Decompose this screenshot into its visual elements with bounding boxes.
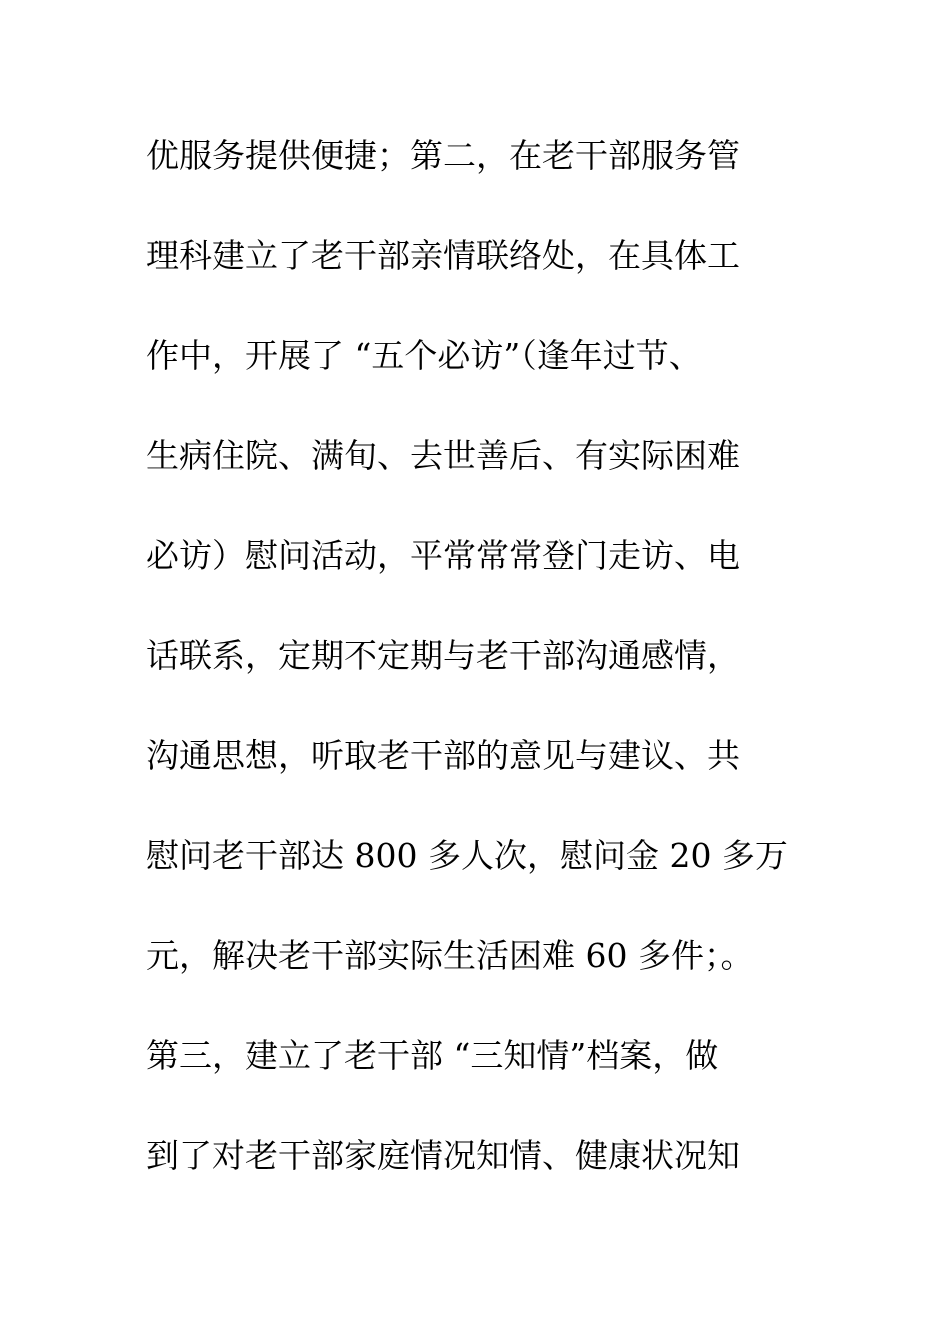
text-line-2: 理科建立了老干部亲情联络处，在具体工 [146, 236, 740, 275]
text-line-3: 作中，开展了 “五个必访”（逢年过节、 [146, 336, 702, 375]
text-line-1: 优服务提供便捷；第二，在老干部服务管 [146, 136, 740, 175]
body-text [146, 126, 826, 1226]
text-line-9: 元，解决老干部实际生活困难 60 多件；。 [146, 936, 754, 975]
text-line-7: 沟通思想，听取老干部的意见与建议、共 [146, 736, 740, 775]
text-line-11: 到了对老干部家庭情况知情、健康状况知 [146, 1136, 740, 1175]
text-line-6: 话联系，定期不定期与老干部沟通感情， [146, 636, 740, 675]
text-line-4: 生病住院、满旬、去世善后、有实际困难 [146, 436, 740, 475]
text-line-10: 第三，建立了老干部 “三知情”档案，做 [146, 1036, 719, 1075]
text-line-5: 必访）慰问活动，平常常常登门走访、电 [146, 536, 740, 575]
text-line-8: 慰问老干部达 800 多人次，慰问金 20 多万 [146, 836, 788, 875]
